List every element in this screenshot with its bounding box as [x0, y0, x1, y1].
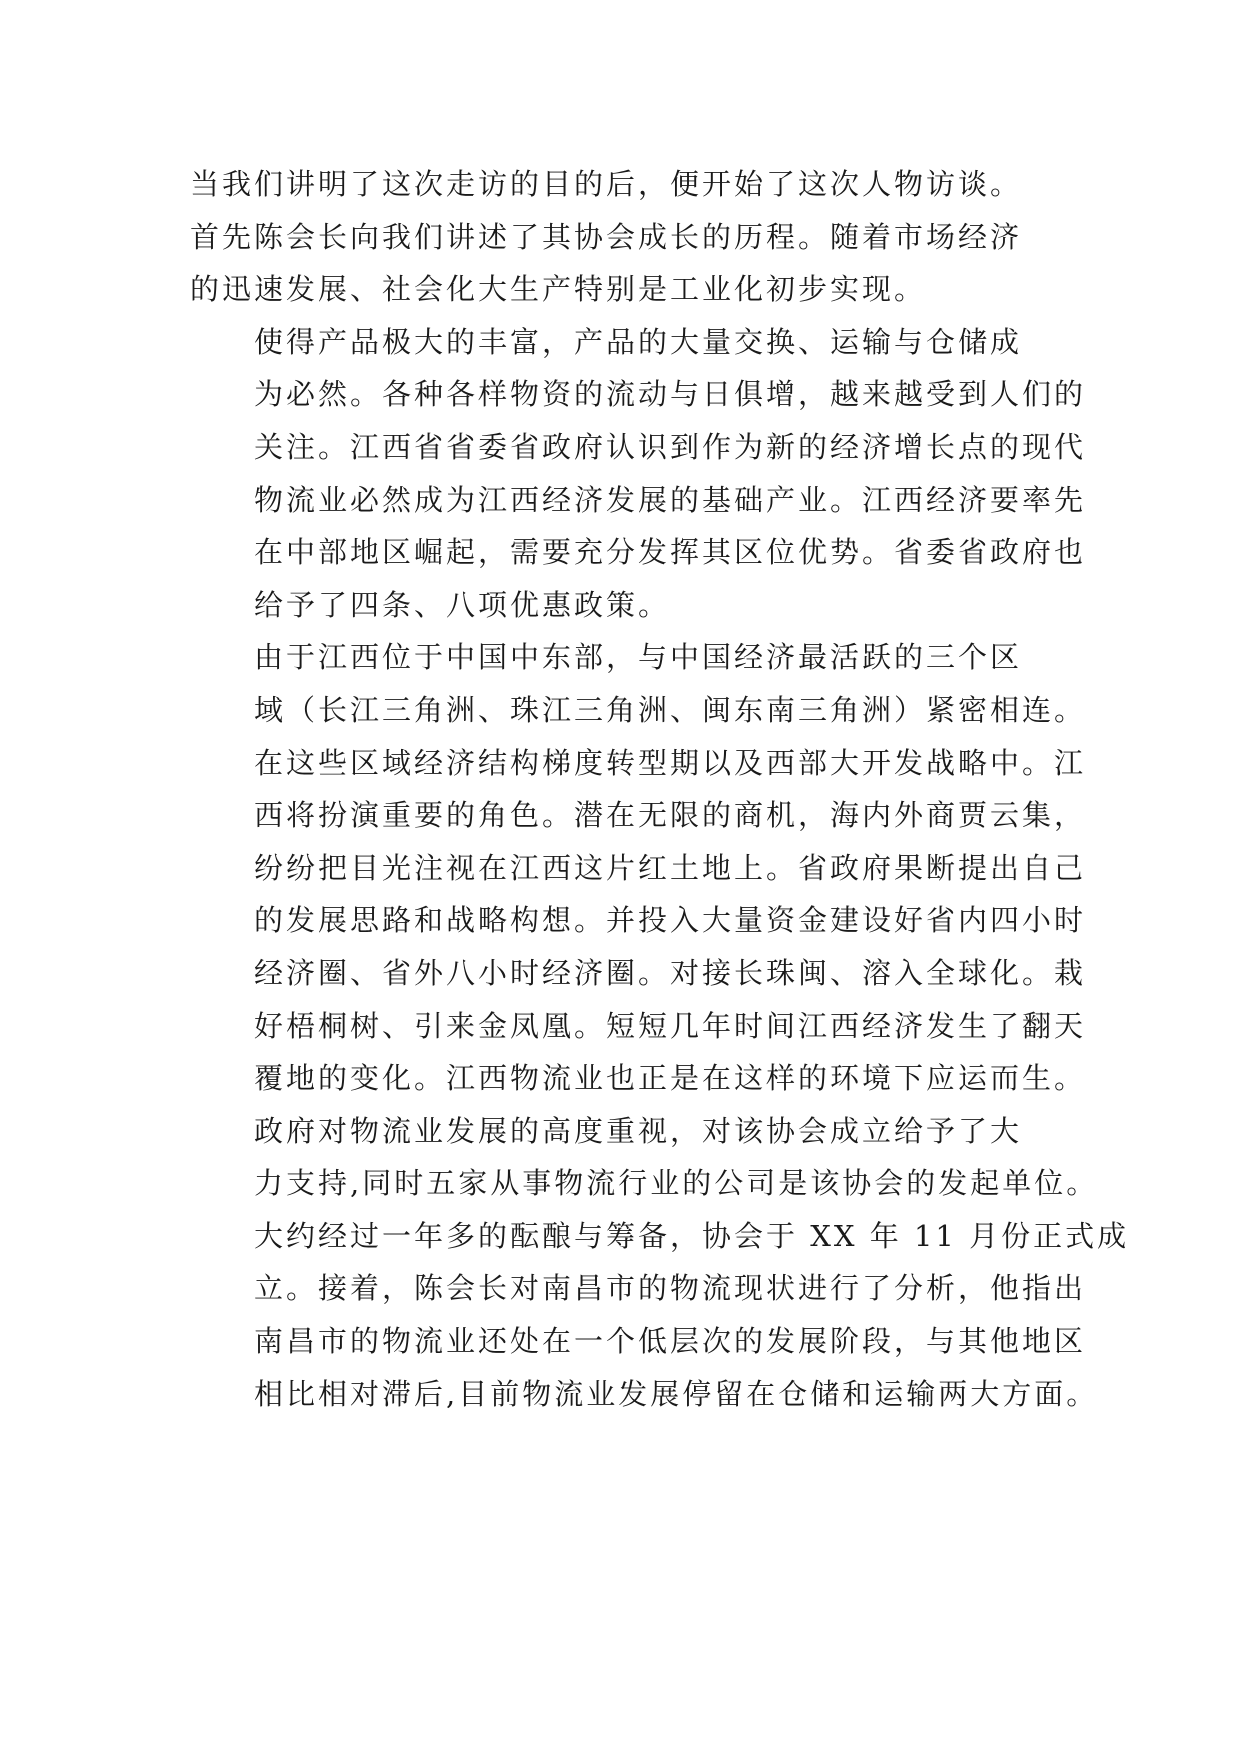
- text-line: 给予了四条、八项优惠政策。: [254, 587, 671, 622]
- text-line: 南昌市的物流业还处在一个低层次的发展阶段，与其他地区: [254, 1324, 1087, 1359]
- text-line: 首先陈会长向我们讲述了其协会成长的历程。随着市场经济: [190, 219, 1023, 254]
- document-body: [190, 158, 1130, 1420]
- text-line: 在这些区域经济结构梯度转型期以及西部大开发战略中。江: [254, 745, 1087, 780]
- text-line: 相比相对滞后,目前物流业发展停留在仓储和运输两大方面。: [254, 1376, 1099, 1411]
- text-line: 好梧桐树、引来金凤凰。短短几年时间江西经济发生了翻天: [254, 1008, 1087, 1043]
- paragraph-4: [190, 1105, 1130, 1421]
- text-line: 域（长江三角洲、珠江三角洲、闽东南三角洲）紧密相连。: [254, 692, 1087, 727]
- text-line: 的发展思路和战略构想。并投入大量资金建设好省内四小时: [254, 903, 1087, 938]
- text-line: 关注。江西省省委省政府认识到作为新的经济增长点的现代: [254, 429, 1087, 464]
- paragraph-2: [190, 316, 1087, 632]
- text-line: 西将扮演重要的角色。潜在无限的商机，海内外商贾云集，: [254, 798, 1087, 833]
- text-line: 大约经过一年多的酝酿与筹备，协会于 XX 年 11 月份正式成: [254, 1218, 1130, 1253]
- text-line: 立。接着，陈会长对南昌市的物流现状进行了分析，他指出: [254, 1271, 1087, 1306]
- paragraph-1: [190, 158, 1060, 316]
- text-line: 的迅速发展、社会化大生产特别是工业化初步实现。: [190, 272, 927, 307]
- text-line: 为必然。各种各样物资的流动与日俱增，越来越受到人们的: [254, 377, 1087, 412]
- text-line: 在中部地区崛起，需要充分发挥其区位优势。省委省政府也: [254, 535, 1087, 570]
- text-line: 使得产品极大的丰富，产品的大量交换、运输与仓储成: [254, 324, 1023, 359]
- text-line: 经济圈、省外八小时经济圈。对接长珠闽、溶入全球化。栽: [254, 955, 1087, 990]
- text-line: 政府对物流业发展的高度重视，对该协会成立给予了大: [254, 1113, 1023, 1148]
- paragraph-3: [190, 631, 1087, 1104]
- text-line: 力支持,同时五家从事物流行业的公司是该协会的发起单位。: [254, 1166, 1099, 1201]
- text-line: 覆地的变化。江西物流业也正是在这样的环境下应运而生。: [254, 1061, 1087, 1096]
- text-line: 当我们讲明了这次走访的目的后，便开始了这次人物访谈。: [190, 167, 1023, 201]
- text-line: 物流业必然成为江西经济发展的基础产业。江西经济要率先: [254, 482, 1087, 517]
- text-line: 由于江西位于中国中东部，与中国经济最活跃的三个区: [254, 640, 1023, 675]
- text-line: 纷纷把目光注视在江西这片红土地上。省政府果断提出自己: [254, 850, 1087, 885]
